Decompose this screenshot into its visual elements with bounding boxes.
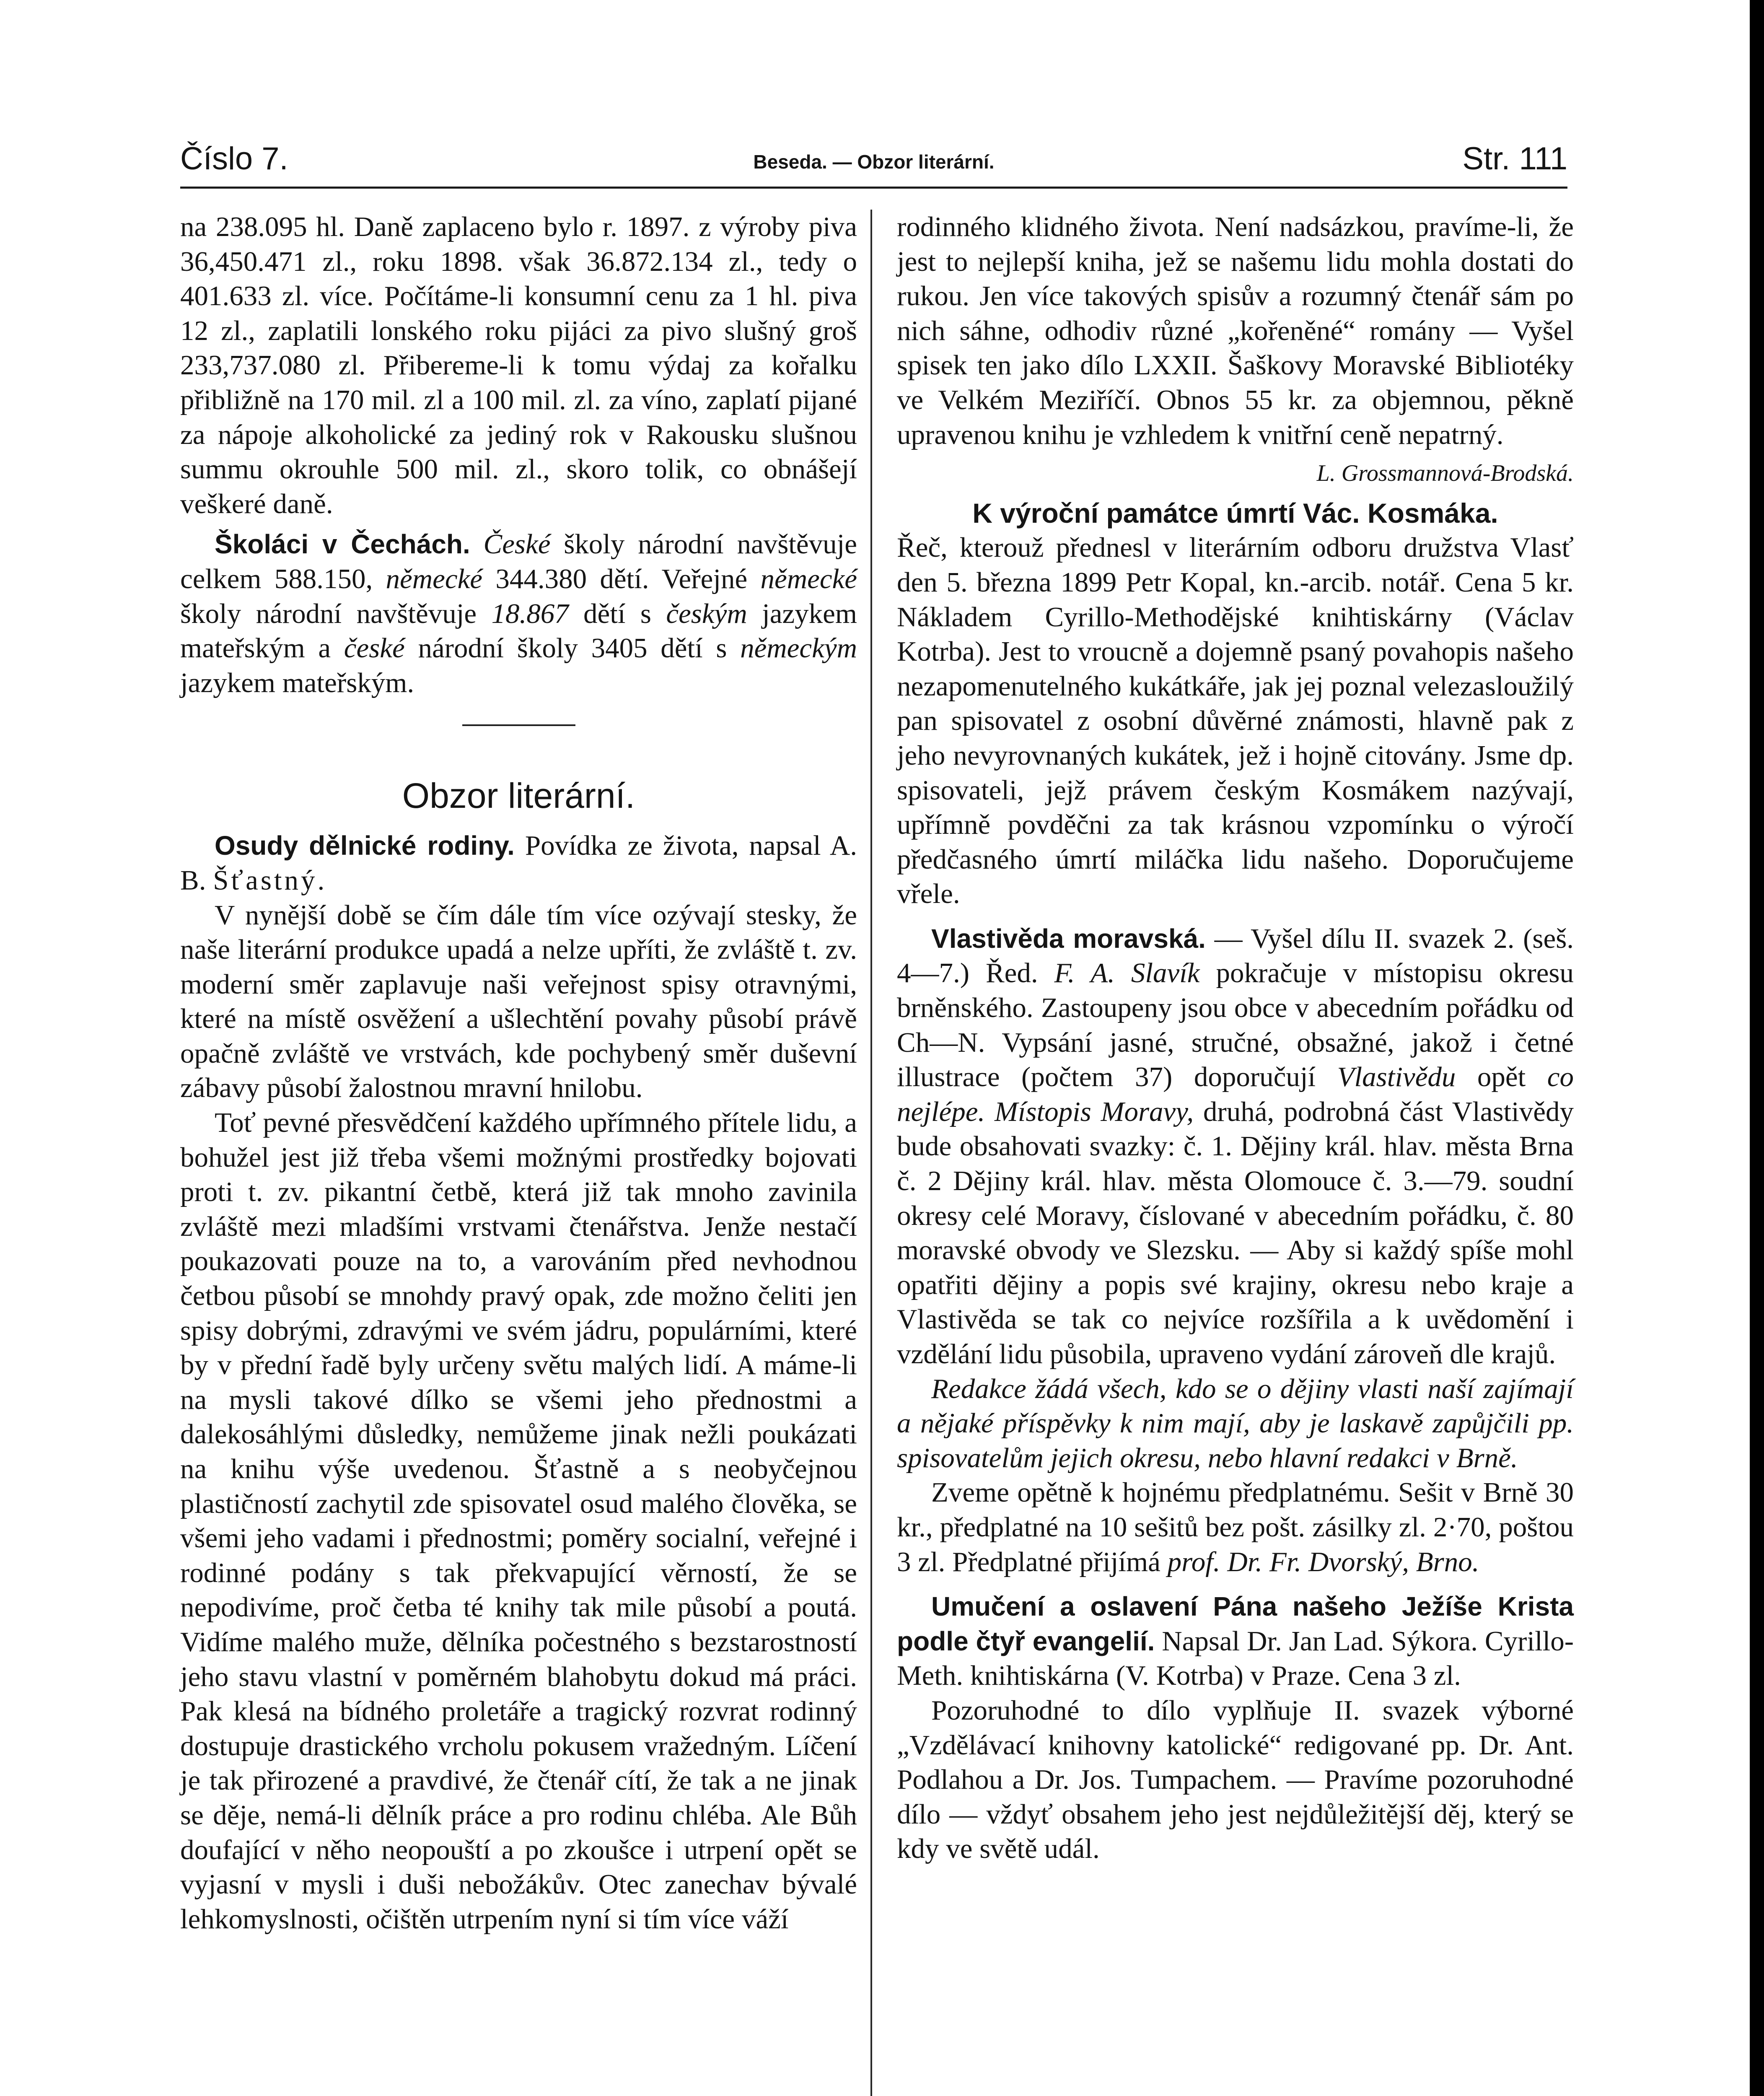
vlastiveda-heading: Vlastivěda moravská. [931, 923, 1206, 954]
beer-tax-paragraph: na 238.095 hl. Daně zaplaceno bylo r. 1897. z výroby piva 36,450.471 zl., roku 1898. však 36.872.134 zl., tedy o 401.633 zl. více. Počítáme-li konsumní cenu za 1 hl. piva 12 zl., zaplatili lonského roku pijáci za pivo slušný groš 233,737.080 zl. Přibereme-li k tomu výdaj za kořalku přibližně na 170 mil. zl a 100 mil. zl. za víno, zaplatí pijané za nápoje alkoholické za jediný rok v Rakousku slušnou summu okrouhle 500 mil. zl., skoro tolik, co obnášejí veškeré daně. [180, 211, 857, 519]
review-heading-paragraph: Osudy dělnické rodiny. Povídka ze života, napsal A. B. Šťastný. [180, 830, 857, 896]
schoolchildren-heading: Školáci v Čechách. [215, 529, 470, 560]
subscription-paragraph: Zveme opětně k hojnému předplatnému. Sešit v Brně 30 kr., předplatné na 10 sešitů bez pošt. zásilky zl. 2·70, poštou 3 zl. Předplatné přijímá prof. Dr. Fr. Dvorský, Brno. [897, 1477, 1574, 1577]
review-continuation: rodinného klidného života. Není nadsázkou, pravíme-li, že jest to nejlepší kniha, jež se našemu lidu mohla dostati do rukou. Jen více takových spisův a rozumný čtenář sám po nich sáhne, odhodiv různé „kořeněné“ romány — Vyšel spisek ten jako dílo LXXII. Šaškovy Moravské Bibliotéky ve Velkém Meziříčí. Obnos 55 kr. za objemnou, pěkně upravenou knihu je vzhledem k vnitřní ceně nepatrný. [897, 211, 1574, 450]
issue-number: Číslo 7. [180, 141, 288, 176]
article-title: K výroční památce úmrtí Vác. Kosmáka. [972, 497, 1498, 529]
signature: L. Grossmannová-Brodská. [1316, 460, 1574, 487]
article-paragraph: Řeč, kterouž přednesl v literárním odboru družstva Vlasť den 5. března 1899 Petr Kopal, kn.-arcib. notář. Cena 5 kr. Nákladem Cyrillo-Methodějské knihtiskárny (Václav Kotrba). Jest to vroucně a dojemně psaný povahopis našeho nezapomenutelného kukátkáře, jak jej poznal velezasloužilý pan spisovatel z osobní důvěrné známosti, hlavně pak z jeho nevyrovnaných kukátek, jež i hojně citovány. Jsme dp. spisovateli, jejž právem českým Kosmákem nazývají, upřímně povděčni za tak krásnou vzpomínku o výročí předčasného úmrtí miláčka lidu našeho. Doporučujeme vřele. [897, 532, 1574, 910]
review-paragraph: V nynější době se čím dále tím více ozývají stesky, že naše literární produkce upadá a nelze upříti, že zvláště t. zv. moderní směr zaplavuje naši veřejnost spisy otravnými, které na místě osvěžení a ušlechtění povahy působí právě opačně zvláště ve vrstvách, kde pochybený směr duševní zábavy působí žalostnou mravní hnilobu. [180, 899, 857, 1104]
page-number: Str. 111 [1462, 141, 1567, 176]
column-divider [870, 210, 872, 2096]
page-header [180, 140, 1567, 189]
review-author: Šťastný. [213, 864, 327, 896]
review-paragraph: Toť pevné přesvědčení každého upřímného přítele lidu, a bohužel jest již třeba všemi možnými prostředky bojovati proti t. zv. pikantní četbě, která již tak mnoho zavinila zvláště mezi mladšími vrstvami čtenářstva. Jenže nestačí poukazovati pouze na to, a varováním před nevhodnou četbou působí se mnohdy pravý opak, zde možno čeliti jen spisy dobrými, zdravými ve svém jádru, populárními, které by v přední řadě byly určeny světu malých lidí. A máme-li na mysli takové dílko se všemi jeho přednostmi a dalekosáhlými důsledky, nemůžeme jinak nežli poukázati na knihu výše uvedenou. Šťastně a s neobyčejnou plastičností zachytil zde spisovatel osud malého člověka, se všemi jeho vadami i přednostmi; poměry socialní, veřejné i rodinné podány s tak překvapující věrností, že se nepodivíme, proč četba té knihy tak mile působí a poutá. Vidíme malého muže, dělníka počestného s bezstarostností jeho stavu vlastní v poměrném blahobytu dokud má práci. Pak klesá na bídného proletáře a tragický rozvrat rodinný dostupuje drastického vrcholu pokusem vražedným. Líčení je tak přirozené a pravdivé, že čtenář cítí, že tak a ne jinak se děje, nemá-li dělník práce a pro rodinu chléba. Ale Bůh doufající v něho neopouští a po zkoušce i utrpení opět se vyjasní v mysli i duši nebožákův. Otec zanechav bývalé lehkomyslnosti, očištěn utrpením nyní si tím více váží [180, 1107, 857, 1935]
passion-paragraph-2: Pozoruhodné to dílo vyplňuje II. svazek výborné „Vzdělávací knihovny katolické“ redigované pp. Dr. Ant. Podlahou a Dr. Jos. Tumpachem. — Pravíme pozoruhodné dílo — vždyť obsahem jeho jest nejdůležitější děj, který se kdy ve světě udál. [897, 1694, 1574, 1865]
left-column [180, 210, 857, 1936]
schoolchildren-paragraph: Školáci v Čechách. České školy národní navštěvuje celkem 588.150, německé 344.380 dětí. Veřejné německé školy národní navštěvuje 18.867 dětí s českým jazykem mateřským a české národní školy 3405 dětí s německým jazykem mateřským. [180, 529, 857, 698]
section-title: Obzor literární. [402, 776, 635, 816]
section-divider [462, 724, 575, 726]
vlastiveda-paragraph: Vlastivěda moravská. — Vyšel dílu II. svazek 2. (seš. 4—7.) Řed. F. A. Slavík pokračuje v místopisu okresu brněnského. Zastoupeny jsou obce v abecedním pořádku od Ch—N. Vypsání jasné, stručné, obsažné, jakož i četné illustrace (počtem 37) doporučují Vlastivědu opět co nejlépe. Místopis Moravy, druhá, podrobná část Vlastivědy bude obsahovati svazky: č. 1. Dějiny král. hlav. města Brna č. 2 Dějiny král. hlav. města Olomouce č. 3.—79. soudní okresy celé Moravy, číslované v abecedním pořádku, č. 80 moravské obvody ve Slezsku. — Aby si každý spíše mohl opatřiti dějiny a popis své krajiny, okresu nebo kraje a Vlastivěda se tak co nejvíce rozšířila a k uvědomění i vzdělání lidu působila, upraveno vydání zároveň dle krajů. [897, 923, 1574, 1370]
passion-heading: Umučení a oslavení Pána našeho Ježíše Krista podle čtyř evangelií. [897, 1591, 1574, 1656]
scan-edge [1750, 0, 1764, 2096]
editorial-request: Redakce žádá všech, kdo se o dějiny vlasti naší zajímají a nějaké příspěvky k nim mají, aby je laskavě zapůjčili pp. spisovatelům jejich okresu, nebo hlavní redakci v Brně. [897, 1373, 1574, 1473]
right-column [897, 210, 1574, 1866]
passion-paragraph: Umučení a oslavení Pána našeho Ježíše Krista podle čtyř evangelií. Napsal Dr. Jan Lad. Sýkora. Cyrillo-Meth. knihtiskárna (V. Kotrba) v Praze. Cena 3 zl. [897, 1591, 1574, 1691]
running-title: Beseda. — Obzor literární. [753, 151, 995, 173]
review-title: Osudy dělnické rodiny. [215, 830, 515, 861]
